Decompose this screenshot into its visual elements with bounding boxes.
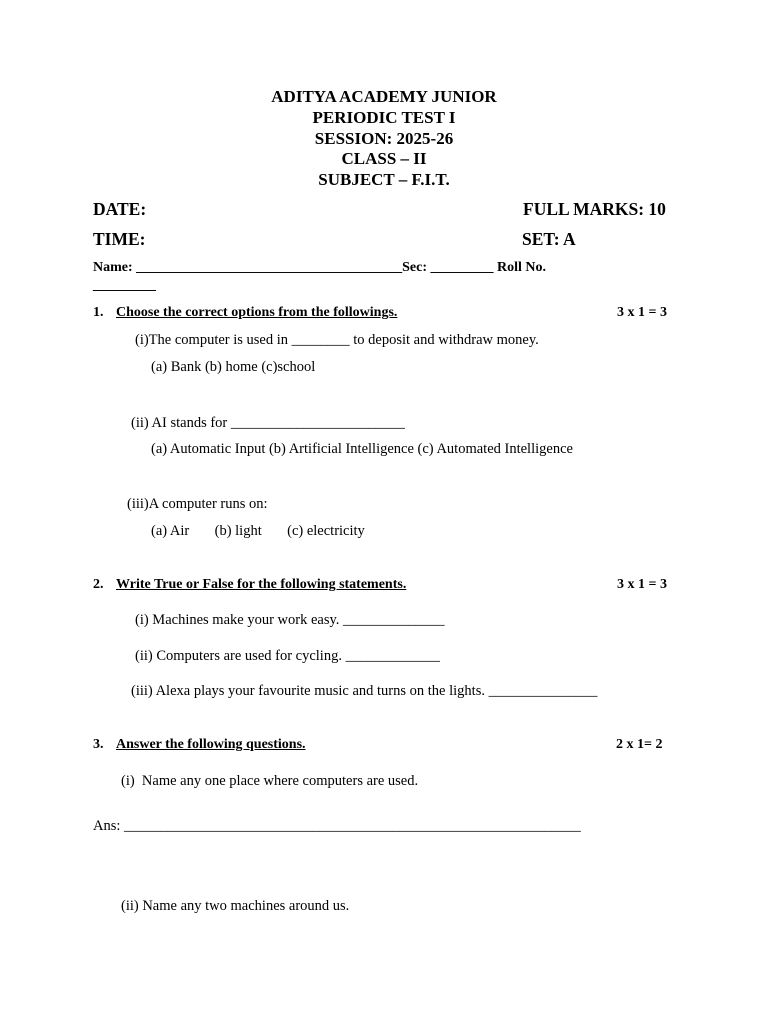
school-name: ADITYA ACADEMY JUNIOR — [271, 87, 497, 106]
q3-answer-line: Ans: _______________________________________________________________ — [93, 818, 581, 834]
full-marks: FULL MARKS: 10 — [523, 199, 666, 219]
exam-header — [0, 87, 768, 191]
q1-number: 1. — [93, 305, 104, 320]
set-label: SET: A — [522, 229, 576, 249]
q2-marks: 3 x 1 = 3 — [617, 577, 667, 592]
q3-title: Answer the following questions. — [116, 737, 306, 752]
q1-item-3-question: (iii)A computer runs on: — [127, 496, 268, 512]
q1-item-1-options: (a) Bank (b) home (c)school — [151, 359, 316, 375]
class: CLASS – II — [341, 149, 427, 169]
q2-item-3: (iii) Alexa plays your favourite music and turns on the lights. _______________ — [131, 683, 598, 699]
q2-item-2: (ii) Computers are used for cycling. _____________ — [135, 648, 440, 664]
q1-title: Choose the correct options from the followings. — [116, 305, 398, 320]
q3-number: 3. — [93, 737, 104, 752]
q2-title: Write True or False for the following statements. — [116, 577, 407, 592]
q3-marks: 2 x 1= 2 — [616, 737, 663, 752]
q2-item-1: (i) Machines make your work easy. ______________ — [135, 612, 445, 628]
q1-item-2-question: (ii) AI stands for ________________________ — [131, 415, 405, 431]
name-sec-roll-line: Name: ______________________________________Sec: _________ Roll No. — [93, 260, 547, 275]
subject: SUBJECT – F.I.T. — [318, 170, 450, 190]
test-name: PERIODIC TEST I — [312, 107, 456, 127]
roll-no-blank: _________ — [93, 278, 156, 293]
session: SESSION: 2025-26 — [314, 128, 454, 148]
q1-item-3-options: (a) Air (b) light (c) electricity — [151, 523, 365, 539]
q1-item-2-options: (a) Automatic Input (b) Artificial Intelligence (c) Automated Intelligence — [151, 441, 573, 457]
q3-item-2: (ii) Name any two machines around us. — [121, 898, 350, 914]
q1-item-1-question: (i)The computer is used in ________ to deposit and withdraw money. — [135, 332, 539, 348]
q3-item-1: (i) Name any one place where computers are used. — [121, 773, 419, 789]
q2-number: 2. — [93, 577, 104, 592]
q1-marks: 3 x 1 = 3 — [617, 305, 667, 320]
time-label: TIME: — [93, 229, 146, 249]
date-label: DATE: — [93, 199, 147, 219]
